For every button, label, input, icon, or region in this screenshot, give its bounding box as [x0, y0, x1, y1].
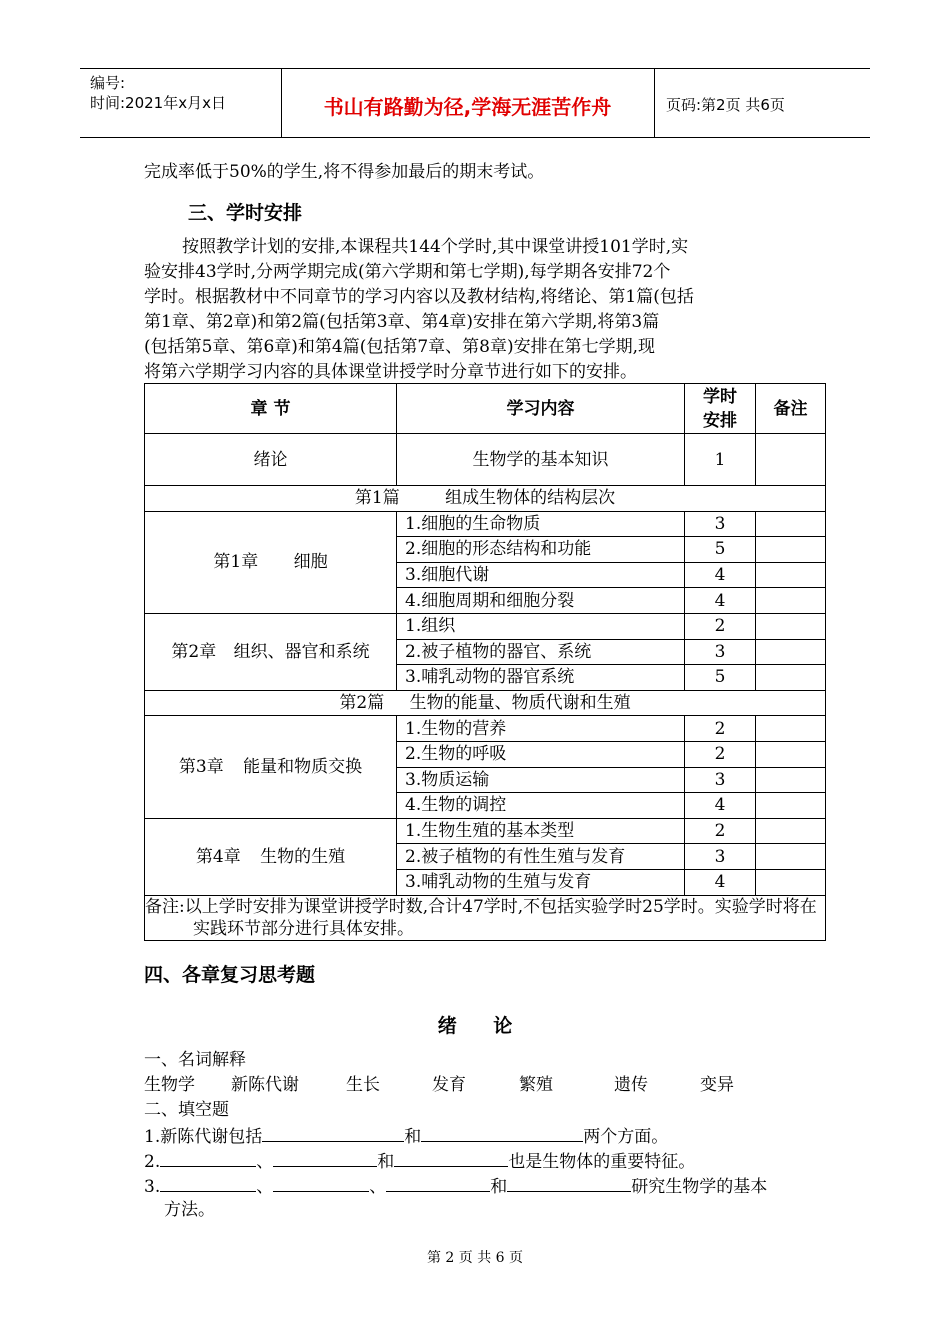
term-item: 发育 — [432, 1075, 466, 1095]
question-text: 和 — [404, 1127, 422, 1147]
question-continuation: 方法。 — [164, 1200, 215, 1220]
question-text: 新陈代谢包括 — [160, 1127, 263, 1147]
cell-content: 2.被子植物的器官、系统 — [397, 639, 685, 665]
cell-remark — [756, 613, 826, 639]
paragraph-line: 将第六学期学习内容的具体课堂讲授学时分章节进行如下的安排。 — [144, 362, 637, 382]
cell-remark — [756, 793, 826, 819]
cell-content: 1.细胞的生命物质 — [397, 511, 685, 537]
cell-hours: 3 — [685, 511, 756, 537]
terms-heading: 一、名词解释 — [144, 1050, 246, 1070]
paragraph-line: 第1章、第2章)和第2篇(包括第3章、第4章)安排在第六学期,将第3篇 — [144, 312, 660, 332]
question-text: 也是生物体的重要特征。 — [508, 1152, 696, 1172]
cell-hours: 3 — [685, 767, 756, 793]
cell-hours: 3 — [685, 639, 756, 665]
cell-remark — [756, 869, 826, 895]
answer-blank[interactable] — [386, 1173, 490, 1192]
header-hours — [685, 384, 756, 434]
answer-blank[interactable] — [160, 1148, 256, 1167]
part-row — [145, 486, 826, 512]
answer-blank[interactable] — [507, 1173, 631, 1192]
cell-content: 3.哺乳动物的生殖与发育 — [397, 869, 685, 895]
cell-remark — [756, 562, 826, 588]
cell-hours: 5 — [685, 537, 756, 563]
table-row — [145, 818, 826, 844]
cell-remark — [756, 716, 826, 742]
answer-blank[interactable] — [394, 1148, 508, 1167]
note-row — [145, 895, 826, 940]
answer-blank[interactable] — [160, 1173, 256, 1192]
cell-content: 3.物质运输 — [397, 767, 685, 793]
header-page-info: 页码:第2页 共6页 — [666, 96, 785, 114]
cell-content: 1.生物的营养 — [397, 716, 685, 742]
question-text: 和 — [377, 1152, 395, 1172]
cell-content: 1.组织 — [397, 613, 685, 639]
intro-line: 完成率低于50%的学生,将不得参加最后的期末考试。 — [144, 162, 545, 182]
schedule-table — [144, 383, 826, 941]
cell-hours: 1 — [685, 434, 756, 486]
cell-hours: 2 — [685, 818, 756, 844]
header-meta — [90, 73, 226, 113]
cell-remark — [756, 665, 826, 691]
fill-heading: 二、填空题 — [144, 1100, 229, 1120]
cell-content: 2.生物的呼吸 — [397, 741, 685, 767]
part-row — [145, 690, 826, 716]
question-text: 研究生物学的基本 — [631, 1177, 768, 1197]
table-row — [145, 613, 826, 639]
term-item: 生物学 — [144, 1075, 195, 1095]
header-hours-line: 学时 — [703, 386, 737, 407]
cell-content: 生物学的基本知识 — [397, 434, 685, 486]
cell-remark — [756, 767, 826, 793]
table-row — [145, 716, 826, 742]
header-chapter: 章 节 — [145, 384, 397, 434]
fill-question — [144, 1123, 668, 1149]
cell-chapter: 第4章 生物的生殖 — [145, 818, 397, 895]
header-remark: 备注 — [756, 384, 826, 434]
cell-hours: 4 — [685, 793, 756, 819]
chapter-title: 绪 论 — [437, 1015, 513, 1037]
table-header-row — [145, 384, 826, 434]
cell-content: 2.被子植物的有性生殖与发育 — [397, 844, 685, 870]
term-item: 繁殖 — [519, 1075, 553, 1095]
cell-hours: 4 — [685, 588, 756, 614]
answer-blank[interactable] — [262, 1123, 404, 1142]
section-title: 三、学时安排 — [188, 202, 303, 224]
cell-content: 2.细胞的形态结构和功能 — [397, 537, 685, 563]
cell-chapter: 第3章 能量和物质交换 — [145, 716, 397, 818]
cell-remark — [756, 537, 826, 563]
cell-remark — [756, 434, 826, 486]
paragraph-line: 按照教学计划的安排,本课程共144个学时,其中课堂讲授101学时,实 — [182, 237, 689, 257]
doc-number-label: 编号: — [90, 74, 126, 92]
cell-chapter: 第1章 细胞 — [145, 511, 397, 613]
cell-remark — [756, 818, 826, 844]
header-content: 学习内容 — [397, 384, 685, 434]
cell-remark — [756, 741, 826, 767]
header-divider — [654, 69, 655, 137]
term-item: 遗传 — [614, 1075, 648, 1095]
paragraph-line: 验安排43学时,分两学期完成(第六学期和第七学期),每学期各安排72个 — [144, 262, 671, 282]
cell-hours: 4 — [685, 869, 756, 895]
term-item: 生长 — [346, 1075, 380, 1095]
question-number: 1. — [144, 1127, 161, 1147]
header-motto: 书山有路勤为径,学海无涯苦作舟 — [323, 95, 612, 119]
cell-remark — [756, 844, 826, 870]
cell-hours: 2 — [685, 716, 756, 742]
cell-hours: 4 — [685, 562, 756, 588]
question-text: 、 — [369, 1177, 387, 1197]
section-title: 四、各章复习思考题 — [144, 964, 316, 986]
question-text: 两个方面。 — [583, 1127, 669, 1147]
answer-blank[interactable] — [273, 1173, 369, 1192]
table-row — [145, 511, 826, 537]
question-text: 、 — [256, 1152, 274, 1172]
paragraph-line: (包括第5章、第6章)和第4篇(包括第7章、第8章)安排在第七学期,现 — [144, 337, 656, 357]
cell-content: 4.细胞周期和细胞分裂 — [397, 588, 685, 614]
fill-question — [144, 1148, 695, 1174]
fill-question — [144, 1173, 767, 1199]
cell-remark — [756, 588, 826, 614]
part-title: 第2篇 生物的能量、物质代谢和生殖 — [145, 690, 826, 716]
cell-chapter: 第2章 组织、器官和系统 — [145, 613, 397, 690]
question-number: 3. — [144, 1177, 161, 1197]
cell-remark — [756, 639, 826, 665]
cell-content: 3.哺乳动物的器官系统 — [397, 665, 685, 691]
cell-content: 1.生物生殖的基本类型 — [397, 818, 685, 844]
term-item: 变异 — [700, 1075, 734, 1095]
question-text: 、 — [256, 1177, 274, 1197]
table-note-text: 备注:以上学时安排为课堂讲授学时数,合计47学时,不包括实验学时25学时。实验学时将在实践环节部分进行具体安排。 — [145, 896, 817, 939]
part-title: 第1篇 组成生物体的结构层次 — [145, 486, 826, 512]
page-footer: 第 2 页 共 6 页 — [426, 1250, 524, 1266]
cell-hours: 2 — [685, 741, 756, 767]
cell-hours: 3 — [685, 844, 756, 870]
answer-blank[interactable] — [273, 1148, 377, 1167]
table-note — [145, 895, 826, 940]
cell-chapter: 绪论 — [145, 434, 397, 486]
table-row — [145, 434, 826, 486]
paragraph-line: 学时。根据教材中不同章节的学习内容以及教材结构,将绪论、第1篇(包括 — [144, 287, 694, 307]
cell-content: 4.生物的调控 — [397, 793, 685, 819]
date-label: 时间:2021年x月x日 — [90, 94, 226, 112]
question-number: 2. — [144, 1152, 161, 1172]
page-header — [80, 68, 870, 138]
answer-blank[interactable] — [421, 1123, 583, 1142]
header-hours-line: 安排 — [703, 410, 737, 431]
cell-hours: 5 — [685, 665, 756, 691]
cell-hours: 2 — [685, 613, 756, 639]
question-text: 和 — [490, 1177, 508, 1197]
term-item: 新陈代谢 — [231, 1075, 299, 1095]
cell-content: 3.细胞代谢 — [397, 562, 685, 588]
cell-remark — [756, 511, 826, 537]
